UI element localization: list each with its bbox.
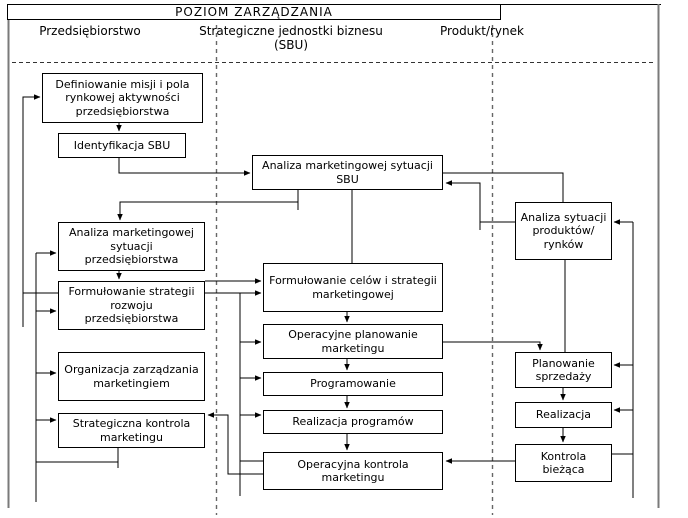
box-analiza-sytuacji-przedsiebiorstwa: Analiza marketingowej sytuacji przedsiębiorstwa: [58, 222, 205, 271]
box-definiowanie-misji: Definiowanie misji i pola rynkowej aktywności przedsiębiorstwa: [42, 73, 203, 123]
box-analiza-sytuacji-sbu: Analiza marketingowej sytuacji SBU: [252, 155, 443, 190]
connector-operacyjne-planowanie-to-planowanie-sprzedazy: [443, 342, 540, 350]
box-kontrola-biezaca: Kontrola bieżąca: [515, 444, 612, 482]
box-realizacja: Realizacja: [515, 402, 612, 428]
column-label-sbu-line1: Strategiczne jednostki biznesu: [199, 24, 383, 38]
box-operacyjna-kontrola: Operacyjna kontrola marketingu: [263, 452, 443, 490]
column-label-przedsiebiorstwo: Przedsiębiorstwo: [39, 24, 141, 38]
connector-formulowanie-strategii-to-definiowanie-feedback: [23, 97, 58, 293]
connector-analiza-sbu-to-analiza-produktow: [443, 173, 563, 202]
column-label-produkt-rynek: Produkt/rynek: [440, 24, 524, 38]
box-organizacja-zarzadzania: Organizacja zarządzania marketingiem: [58, 352, 205, 401]
box-realizacja-programow: Realizacja programów: [263, 410, 443, 434]
box-strategiczna-kontrola: Strategiczna kontrola marketingu: [58, 413, 205, 448]
box-formulowanie-strategii-rozwoju: Formułowanie strategii rozwoju przedsiębiorstwa: [58, 281, 205, 330]
connector-analiza-produktow-to-analiza-sbu-feedback: [446, 183, 515, 222]
box-planowanie-sprzedazy: Planowanie sprzedaży: [515, 352, 612, 388]
column-label-sbu-line2: (SBU): [274, 38, 308, 52]
box-operacyjne-planowanie: Operacyjne planowanie marketingu: [263, 324, 443, 359]
box-formulowanie-celow: Formułowanie celów i strategii marketingowej: [263, 263, 443, 312]
connector-analiza-sbu-to-analiza-przedsiebiorstwa: [120, 202, 298, 220]
box-analiza-produktow-rynkow: Analiza sytuacji produktów/ rynków: [515, 202, 612, 260]
connector-identyfikacja-to-analiza-sbu: [119, 158, 250, 173]
box-identyfikacja-sbu: Identyfikacja SBU: [58, 133, 186, 158]
column-label-sbu: [181, 24, 401, 52]
diagram-title: POZIOM ZARZĄDZANIA: [7, 4, 501, 20]
box-programowanie: Programowanie: [263, 372, 443, 396]
